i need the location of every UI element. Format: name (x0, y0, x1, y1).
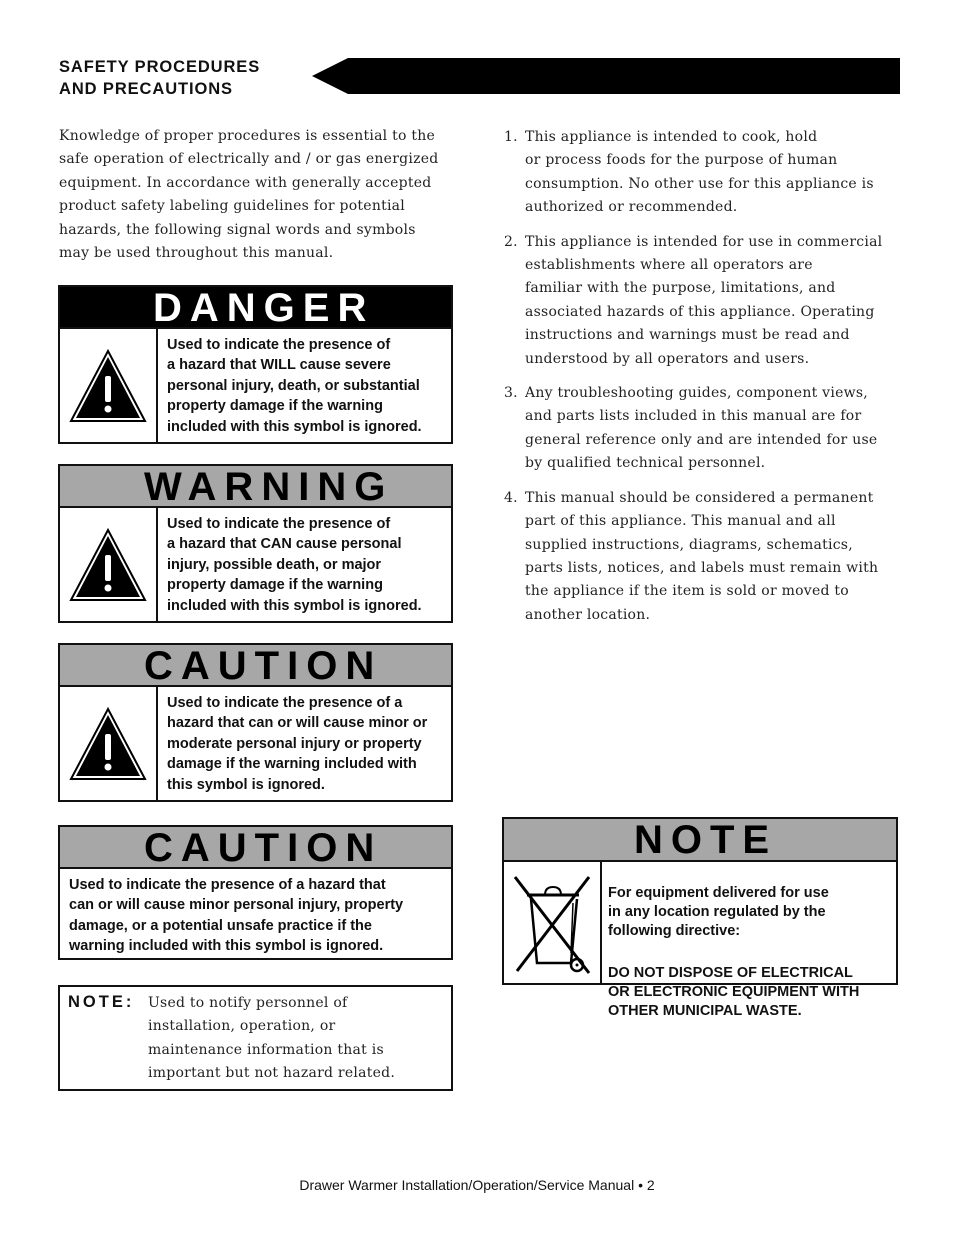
warning-triangle-icon (60, 687, 158, 800)
list-item: 1. This appliance is intended to cook, hold or process foods for the purpose of human consumption. No other use for this appliance is authorized or recommended. (504, 129, 874, 216)
caution-plain-heading: CAUTION (60, 827, 451, 869)
caution-heading: CAUTION (60, 645, 451, 687)
caution-symbol-box (58, 643, 453, 802)
caution-plain-box (58, 825, 453, 960)
caution-plain-description: Used to indicate the presence of a hazard that can or will cause minor personal injury, property damage, or a potential unsafe practice if the warning included with this symbol is ignored. (69, 877, 404, 954)
header-arrow-bar (312, 58, 900, 94)
note-heading: NOTE (504, 819, 896, 862)
list-item: 4. This manual should be considered a permanent part of this appliance. This manual and all supplied instructions, diagrams, schematics, parts lists, notices, and labels must remain with the appliance if the item is sold or moved to another location. (504, 489, 879, 623)
crossed-out-wheelie-bin-icon (504, 862, 602, 983)
weee-note-box (502, 817, 898, 1019)
safety-rules-list (504, 126, 904, 638)
list-item: 3. Any troubleshooting guides, component views, and parts lists included in this manual are for general reference only and are intended for use by qualified technical personnel. (504, 385, 878, 472)
warning-triangle-icon (60, 329, 158, 442)
note-small-box (58, 985, 453, 1091)
page-footer: Drawer Warmer Installation/Operation/Service Manual • 2 (299, 1177, 655, 1193)
note-label: NOTE: (68, 993, 135, 1011)
danger-description: Used to indicate the presence of a hazard that WILL cause severe personal injury, death, or substantial property damage if the warning included with this symbol is ignored. (167, 337, 422, 435)
list-item: 2. This appliance is intended for use in commercial establishments where all operators are familiar with the purpose, limitations, and associated hazards of this appliance. Operating instructions and warnings must be read and understood by all operators and users. (504, 233, 883, 367)
intro-paragraph: Knowledge of proper procedures is essential to the safe operation of electrically and / or gas energized equipment. In accordance with generally accepted product safety labeling guidelines for potential hazards, the following signal words and symbols may be used throughout this manual. (59, 128, 439, 262)
note-description: Used to notify personnel of installation, operation, or maintenance information that is important but not hazard related. (148, 995, 396, 1081)
caution-symbol-description: Used to indicate the presence of a hazard that can or will cause minor or moderate personal injury or property damage if the warning included with this symbol is ignored. (167, 695, 428, 793)
warning-description: Used to indicate the presence of a hazard that CAN cause personal injury, possible death, or major property damage if the warning included with this symbol is ignored. (167, 516, 422, 614)
section-title: SAFETY PROCEDURES AND PRECAUTIONS (59, 58, 261, 98)
warning-heading: WARNING (60, 466, 451, 508)
weee-note-directive: DO NOT DISPOSE OF ELECTRICAL OR ELECTRONIC EQUIPMENT WITH OTHER MUNICIPAL WASTE. (608, 965, 860, 1019)
danger-heading: DANGER (60, 287, 451, 329)
weee-note-intro: For equipment delivered for use in any location regulated by the following directive: (608, 885, 829, 939)
warning-box (58, 464, 453, 623)
danger-box (58, 285, 453, 444)
warning-triangle-icon (60, 508, 158, 621)
